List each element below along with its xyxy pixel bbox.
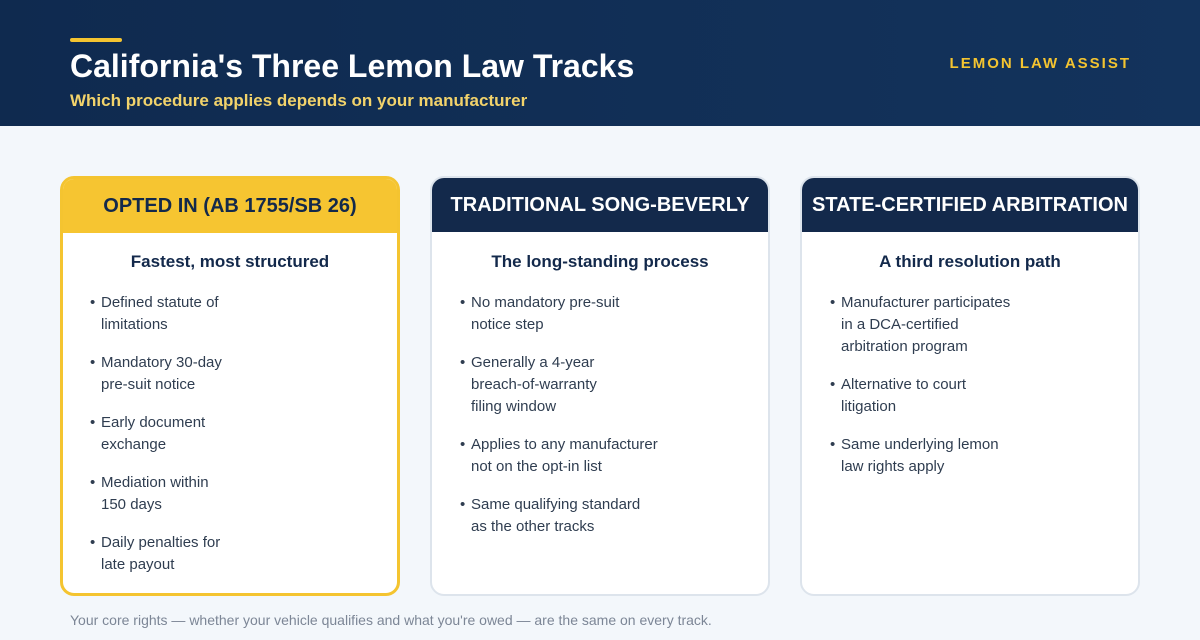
bullet-dot-icon: •	[90, 354, 96, 371]
footer-note: Your core rights — whether your vehicle qualifies and what you're owed — are the same on every track.	[70, 612, 712, 628]
bullet-dot-icon: •	[90, 294, 96, 311]
bullet-text: Daily penalties for late payout	[101, 534, 221, 573]
bullet-text: Mandatory 30-day pre-suit notice	[101, 354, 222, 393]
bullet-text: No mandatory pre-suit notice step	[471, 294, 620, 333]
list-item	[460, 352, 768, 418]
bullet-text: Early document exchange	[101, 414, 206, 453]
track-card-arbitration	[800, 176, 1140, 596]
list-item	[460, 292, 768, 336]
bullet-text: Defined statute of limitations	[101, 294, 219, 333]
list-item	[830, 292, 1138, 358]
title-accent-bar	[70, 38, 122, 42]
bullet-dot-icon: •	[830, 376, 836, 393]
list-item	[90, 292, 397, 336]
bullet-dot-icon: •	[90, 474, 96, 491]
card-heading: TRADITIONAL SONG-BEVERLY	[432, 178, 768, 232]
bullet-dot-icon: •	[90, 534, 96, 551]
track-card-song-beverly	[430, 176, 770, 596]
bullet-text: Mediation within 150 days	[101, 474, 209, 513]
bullet-list	[802, 292, 1138, 478]
list-item	[460, 494, 768, 538]
list-item	[90, 352, 397, 396]
bullet-dot-icon: •	[460, 294, 466, 311]
bullet-text: Same qualifying standard as the other tracks	[471, 496, 641, 535]
bullet-dot-icon: •	[830, 436, 836, 453]
track-card-opted-in	[60, 176, 400, 596]
list-item	[830, 434, 1138, 478]
bullet-dot-icon: •	[460, 496, 466, 513]
bullet-text: Manufacturer participates in a DCA-certified arbitration program	[841, 294, 1011, 355]
brand-label: LEMON LAW ASSIST	[949, 55, 1131, 72]
page-title: California's Three Lemon Law Tracks	[70, 48, 635, 84]
list-item	[90, 472, 397, 516]
header-banner	[0, 0, 1200, 126]
list-item	[460, 434, 768, 478]
bullet-text: Alternative to court litigation	[841, 376, 967, 415]
bullet-text: Applies to any manufacturer not on the opt-in list	[471, 436, 658, 475]
card-subheading: Fastest, most structured	[130, 252, 330, 271]
bullet-dot-icon: •	[90, 414, 96, 431]
bullet-text: Same underlying lemon law rights apply	[841, 436, 999, 475]
bullet-list	[63, 292, 397, 576]
card-heading: OPTED IN (AB 1755/SB 26)	[63, 179, 397, 233]
list-item	[830, 374, 1138, 418]
list-item	[90, 412, 397, 456]
card-heading: STATE-CERTIFIED ARBITRATION	[802, 178, 1138, 232]
bullet-list	[432, 292, 768, 538]
bullet-text: Generally a 4-year breach-of-warranty filing window	[471, 354, 597, 415]
bullet-dot-icon: •	[460, 436, 466, 453]
list-item	[90, 532, 397, 576]
bullet-dot-icon: •	[460, 354, 466, 371]
card-subheading: The long-standing process	[491, 252, 709, 271]
card-subheading: A third resolution path	[879, 252, 1061, 271]
page-subtitle: Which procedure applies depends on your manufacturer	[70, 91, 528, 110]
bullet-dot-icon: •	[830, 294, 836, 311]
